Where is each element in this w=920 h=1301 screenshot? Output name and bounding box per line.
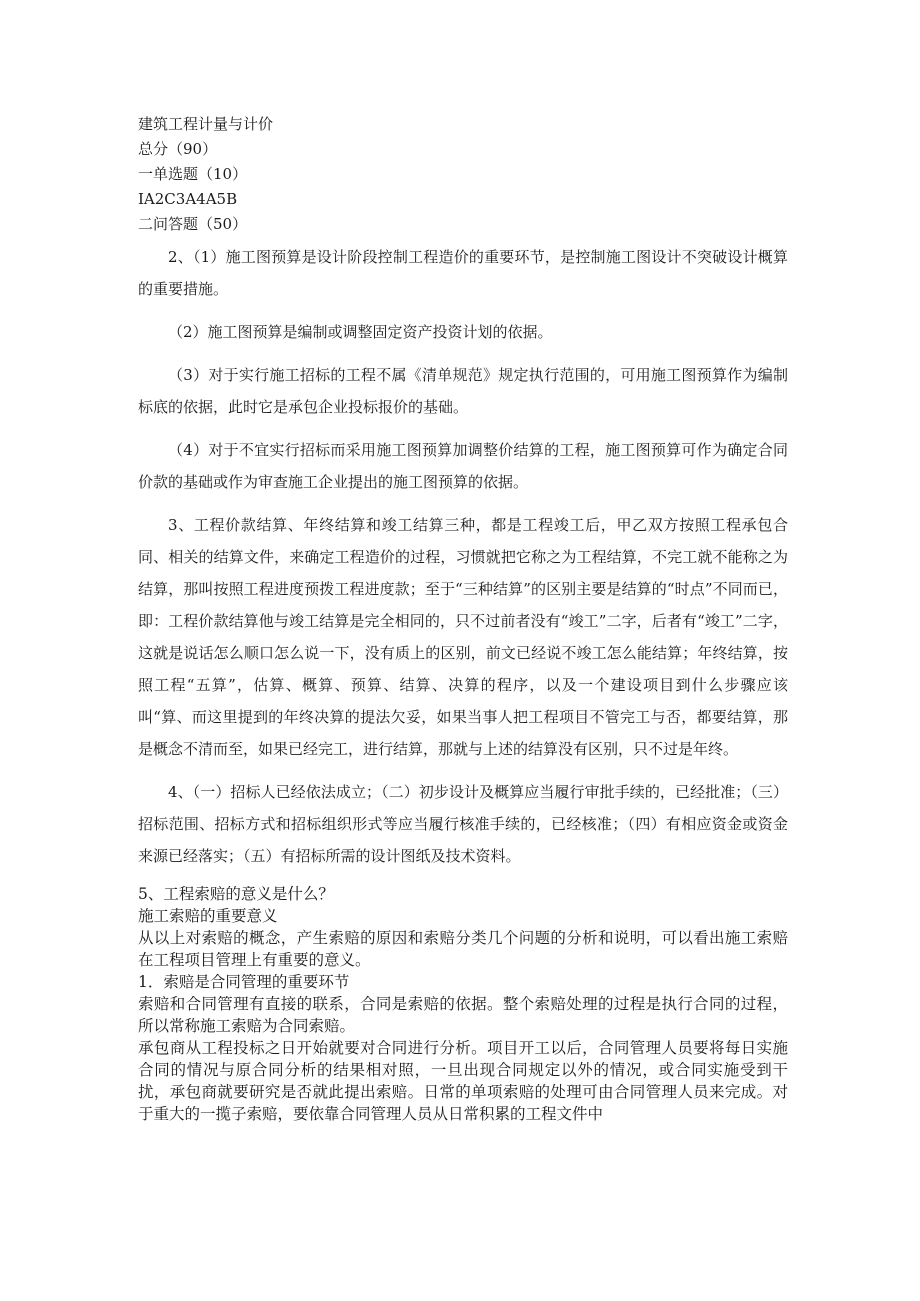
answer-4: 4、（一）招标人已经依法成立；（二）初步设计及概算应当履行审批手续的，已经批准；（三）招标范围、招标方式和招标组织形式等应当履行核准手续的，已经核准；（四）有相应资金或资金来源已经落实；（五）有招标所需的设计图纸及技术资料。 <box>138 783 788 865</box>
answer-2-point-4: （4）对于不宜实行招标而采用施工图预算加调整价结算的工程，施工图预算可作为确定合同价款的基础或作为审查施工企业提出的施工图预算的依据。 <box>138 441 788 491</box>
answer-5-point-1-more: 承包商从工程投标之日开始就要对合同进行分析。项目开工以后，合同管理人员要将每日实施合同的情况与原合同分析的结果相对照，一旦出现合同规定以外的情况，或合同实施受到干扰，承包商就要研究是否就此提出索赔。日常的单项索赔的处理可由合同管理人员来完成。对于重大的一揽子索赔，要依靠合同管理人员从日常积累的工程文件中 <box>138 1039 788 1123</box>
answer-5-point-1-text: 索赔和合同管理有直接的联系，合同是索赔的依据。整个索赔处理的过程是执行合同的过程，所以常称施工索赔为合同索赔。 <box>138 995 788 1035</box>
answer-2-point-2: （2）施工图预算是编制或调整固定资产投资计划的依据。 <box>168 323 553 341</box>
answer-5 <box>138 883 788 1125</box>
document-page <box>138 112 788 1125</box>
answer-3: 3、工程价款结算、年终结算和竣工结算三种，都是工程竣工后，甲乙双方按照工程承包合同、相关的结算文件，来确定工程造价的过程，习惯就把它称之为工程结算，不完工就不能称之为结算，那叫按照工程进度预拨工程进度款；至于“三种结算”的区别主要是结算的“时点”不同而已，即：工程价款结算他与竣工结算是完全相同的，只不过前者没有“竣工”二字，后者有“竣工”二字，这就是说话怎么顺口怎么说一下，没有质上的区别，前文已经说不竣工怎么能结算；年终结算，按照工程“五算”，估算、概算、预算、结算、决算的程序，以及一个建设项目到什么步骤应该叫“算、而这里提到的年终决算的提法欠妥，如果当事人把工程项目不管完工与否，都要结算，那是概念不清而至，如果已经完工，进行结算，那就与上述的结算没有区别，只不过是年终。 <box>138 516 788 758</box>
answer-2-point-3: （3）对于实行施工招标的工程不属《清单规范》规定执行范围的，可用施工图预算作为编制标底的依据，此时它是承包企业投标报价的基础。 <box>138 366 788 416</box>
answer-5-intro: 从以上对索赔的概念，产生索赔的原因和索赔分类几个问题的分析和说明，可以看出施工索赔在工程项目管理上有重要的意义。 <box>138 929 788 969</box>
answer-5-question: 5、工程索赔的意义是什么？ <box>138 885 334 903</box>
answer-2 <box>138 241 788 498</box>
answer-2-point-1: 2、（1）施工图预算是设计阶段控制工程造价的重要环节，是控制施工图设计不突破设计概算的重要措施。 <box>138 248 788 298</box>
document-title: 建筑工程计量与计价 <box>138 115 274 133</box>
section-single-choice: 一单选题（10） <box>138 165 248 183</box>
section-qa: 二问答题（50） <box>138 215 248 233</box>
single-choice-answers: IA2C3A4A5B <box>138 190 238 208</box>
answer-5-point-1-title: 1．索赔是合同管理的重要环节 <box>138 973 350 991</box>
total-score: 总分（90） <box>138 140 218 158</box>
answer-5-heading: 施工索赔的重要意义 <box>138 907 278 925</box>
